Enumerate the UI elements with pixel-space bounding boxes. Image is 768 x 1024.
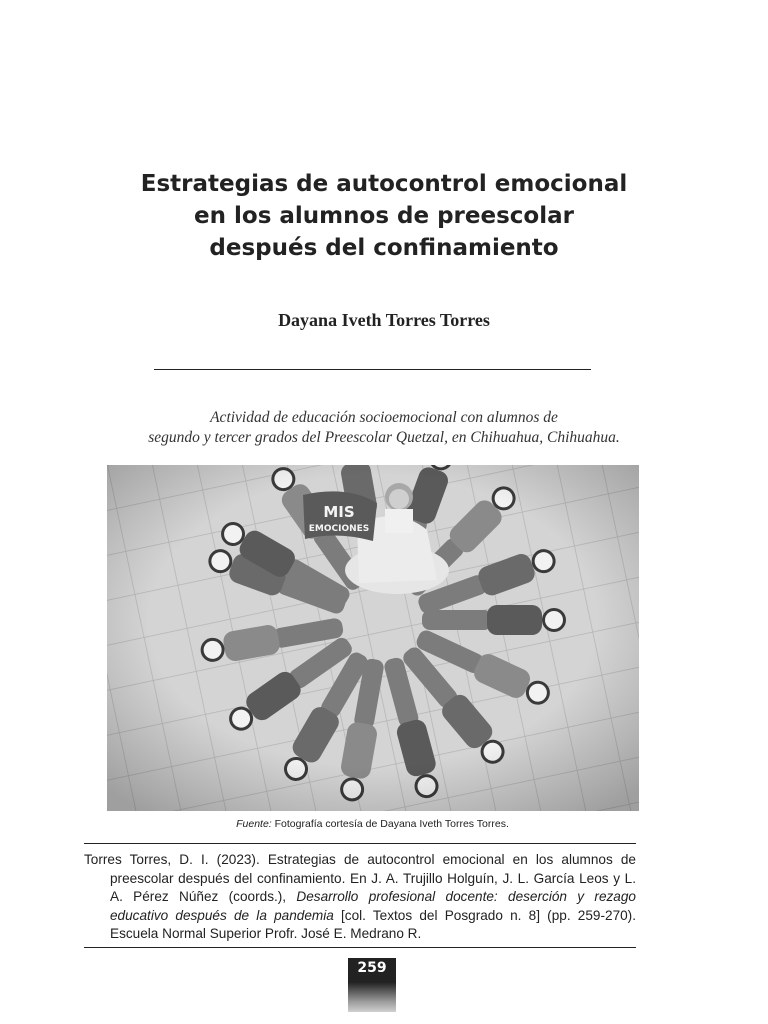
- citation-book-title: Desarrollo profesional docente: deserción y rezago educativo después de la pandemia: [110, 889, 636, 923]
- page-number: 259: [357, 960, 387, 976]
- photo-source: [0, 818, 745, 830]
- title-divider: [154, 369, 591, 370]
- chapter-title-line-1: Estrategias de autocontrol emocional: [140, 171, 628, 197]
- citation-top-rule: [84, 843, 636, 844]
- page-number-box: [348, 958, 396, 1012]
- citation-text-part-1: Torres Torres, D. I. (2023). Estrategias de autocontrol emocional en los alumnos de preescolar después del confinamiento. En J. A. Trujillo Holguín, J. L. García Leos y L. A. Pérez Núñez (coords.),: [84, 852, 636, 904]
- citation-text-part-2: [col. Textos del Posgrado n. 8] (pp. 259-270). Escuela Normal Superior Profr. José E. Medrano R.: [110, 907, 636, 941]
- citation-bottom-rule: [84, 947, 636, 948]
- photo-caption-line-1: Actividad de educación socioemocional con alumnos de: [210, 409, 558, 426]
- classroom-photo: [107, 465, 639, 811]
- photo-caption: [0, 408, 768, 448]
- source-label: Fuente:: [236, 818, 272, 830]
- author-name: Dayana Iveth Torres Torres: [278, 310, 490, 330]
- chapter-title-line-3: después del confinamiento: [209, 235, 559, 261]
- citation-block: [84, 851, 636, 944]
- chapter-title: [0, 168, 768, 264]
- photo-caption-line-2: segundo y tercer grados del Preescolar Quetzal, en Chihuahua, Chihuahua.: [148, 429, 620, 446]
- source-text: Fotografía cortesía de Dayana Iveth Torres Torres.: [271, 818, 509, 830]
- chapter-title-line-2: en los alumnos de preescolar: [194, 203, 574, 229]
- classroom-photo-illustration: [107, 465, 639, 811]
